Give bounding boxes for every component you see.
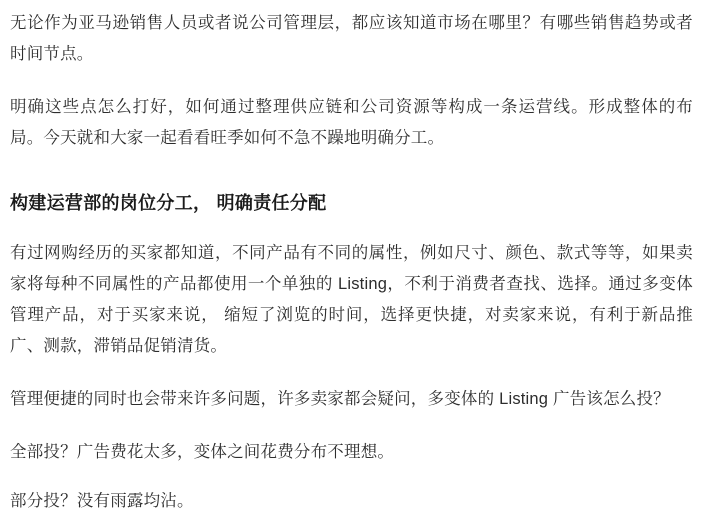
paragraph-body-2: 管理便捷的同时也会带来许多问题，许多卖家都会疑问，多变体的 Listing 广告该怎么投？ bbox=[10, 390, 670, 408]
paragraph-body-3: 全部投？广告费花太多，变体之间花费分布不理想。 bbox=[10, 443, 395, 461]
paragraph-body-1: 有过网购经历的买家都知道，不同产品有不同的属性，例如尺寸、颜色、款式等等，如果卖家将每种不同属性的产品都使用一个单独的 Listing，不利于消费者查找、选择。通过多变体管理产品，对于买家来说， 缩短了浏览的时间，选择更快捷，对卖家来说，有利于新品推广、测款，滞销品促销清货。 bbox=[10, 244, 693, 355]
paragraph-body-4: 部分投？没有雨露均沾。 bbox=[10, 492, 194, 510]
section-heading: 构建运营部的岗位分工， 明确责任分配 bbox=[10, 193, 327, 213]
paragraph-intro-1: 无论作为亚马逊销售人员或者说公司管理层，都应该知道市场在哪里？有哪些销售趋势或者时间节点。 bbox=[10, 14, 693, 63]
paragraph-intro-2: 明确这些点怎么打好，如何通过整理供应链和公司资源等构成一条运营线。形成整体的布局。今天就和大家一起看看旺季如何不急不躁地明确分工。 bbox=[10, 98, 693, 147]
